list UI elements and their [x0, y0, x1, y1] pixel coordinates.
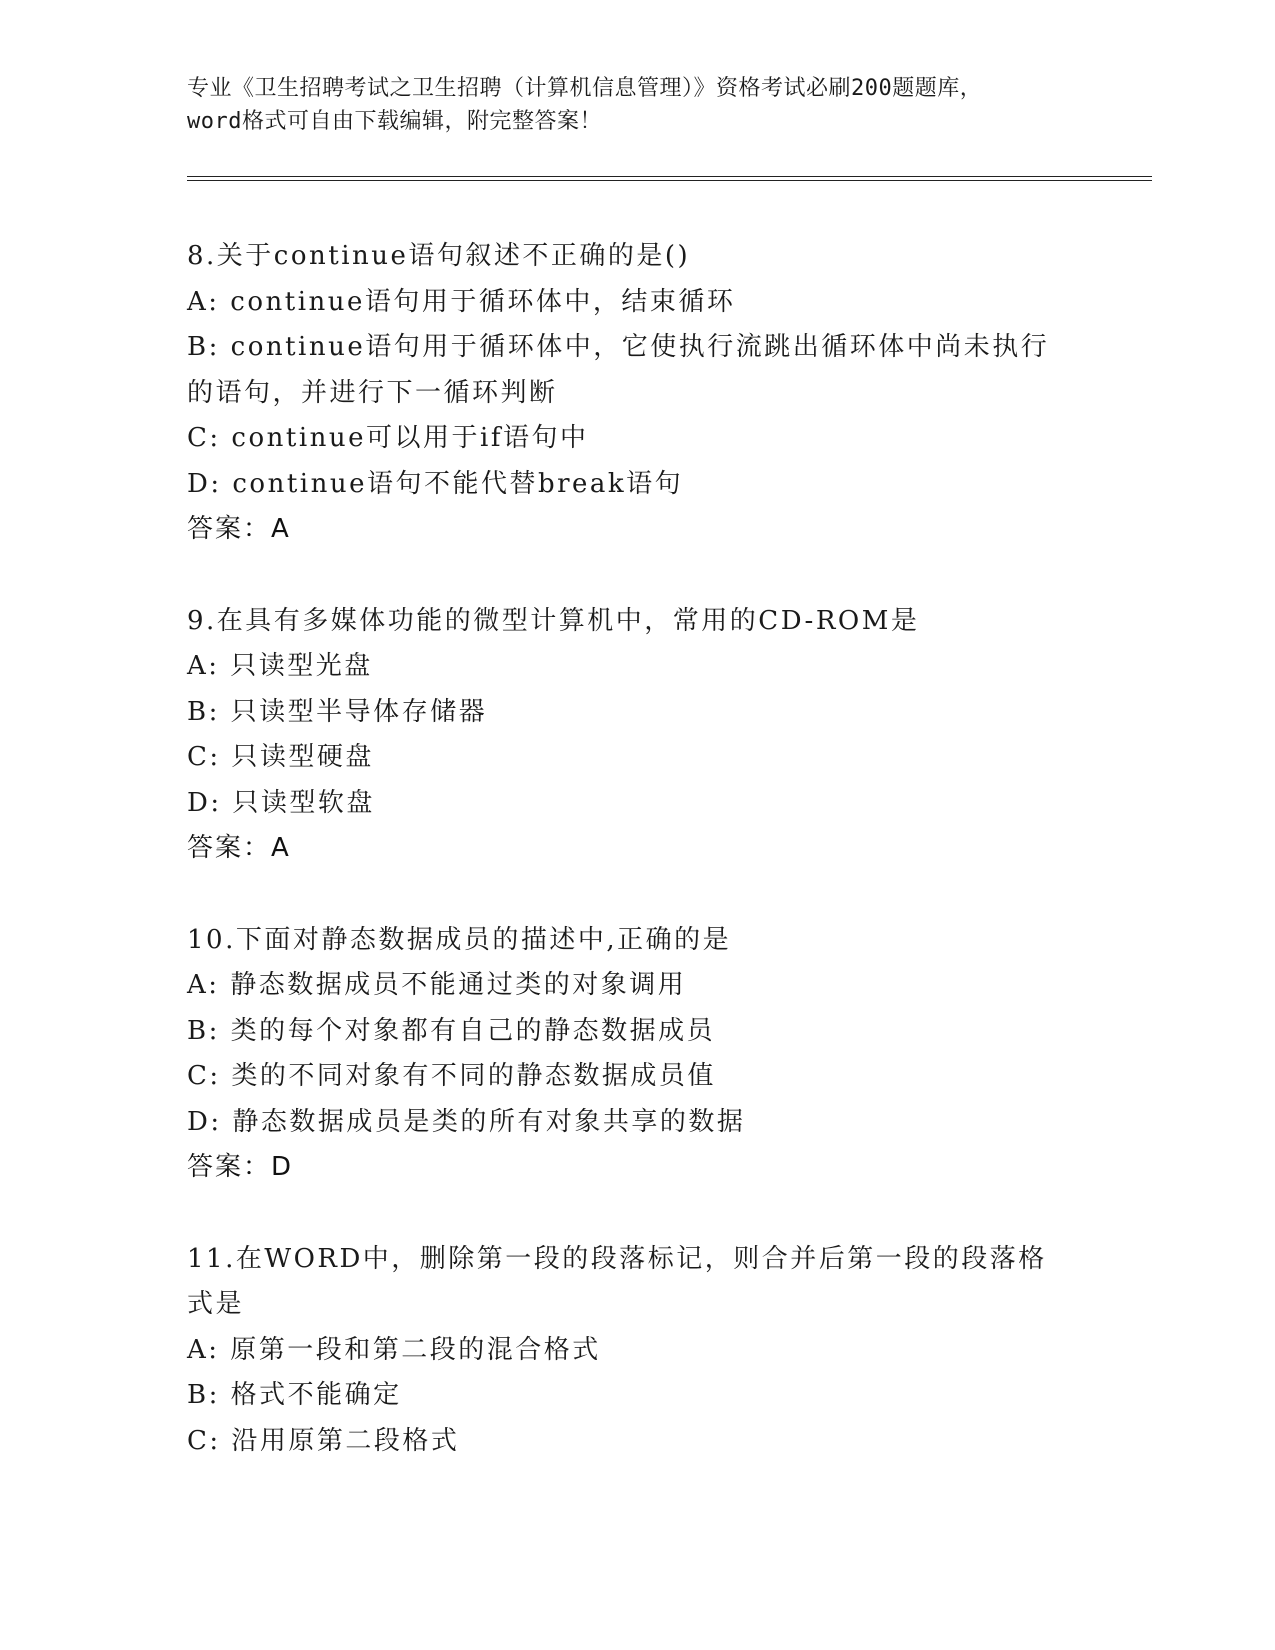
question-stem: 10.下面对静态数据成员的描述中,正确的是: [187, 924, 732, 955]
question-stem: 9.在具有多媒体功能的微型计算机中，常用的CD-ROM是: [187, 605, 920, 636]
answer-line: 答案：A: [187, 514, 291, 544]
question-list: [187, 234, 1067, 1510]
question-8: [187, 234, 1067, 553]
option-b: B: continue语句用于循环体中，它使执行流跳出循环体中尚未执行的语句，并进行下一循环判断: [187, 332, 1050, 408]
question-9: [187, 599, 1067, 872]
option-d: D: 只读型软盘: [187, 787, 375, 818]
option-a: A: 静态数据成员不能通过类的对象调用: [187, 970, 687, 1000]
option-a: A: 只读型光盘: [187, 651, 373, 681]
question-10: [187, 918, 1067, 1191]
answer-line: 答案：A: [187, 833, 291, 863]
option-c: C: 只读型硬盘: [187, 742, 374, 772]
question-11: [187, 1237, 1067, 1465]
header-divider: [187, 176, 1152, 181]
option-b: B: 只读型半导体存储器: [187, 696, 488, 727]
option-a: A: 原第一段和第二段的混合格式: [187, 1334, 601, 1365]
option-c: C: 沿用原第二段格式: [187, 1425, 460, 1456]
option-c: C: continue可以用于if语句中: [187, 423, 589, 453]
answer-line: 答案：D: [187, 1152, 294, 1182]
question-stem: 8.关于continue语句叙述不正确的是(): [187, 241, 691, 271]
option-d: D: continue语句不能代替break语句: [187, 468, 684, 499]
header-line-1: 专业《卫生招聘考试之卫生招聘（计算机信息管理）》资格考试必刷200题题库，: [187, 76, 983, 101]
document-header: [187, 72, 1087, 138]
option-c: C: 类的不同对象有不同的静态数据成员值: [187, 1061, 716, 1091]
option-b: B: 类的每个对象都有自己的静态数据成员: [187, 1015, 716, 1046]
header-line-2: word格式可自由下载编辑，附完整答案！: [187, 109, 602, 134]
option-b: B: 格式不能确定: [187, 1380, 402, 1410]
option-d: D: 静态数据成员是类的所有对象共享的数据: [187, 1106, 746, 1137]
option-a: A: continue语句用于循环体中，结束循环: [187, 286, 736, 317]
question-stem: 11.在WORD中，删除第一段的段落标记，则合并后第一段的段落格式是: [187, 1243, 1047, 1319]
